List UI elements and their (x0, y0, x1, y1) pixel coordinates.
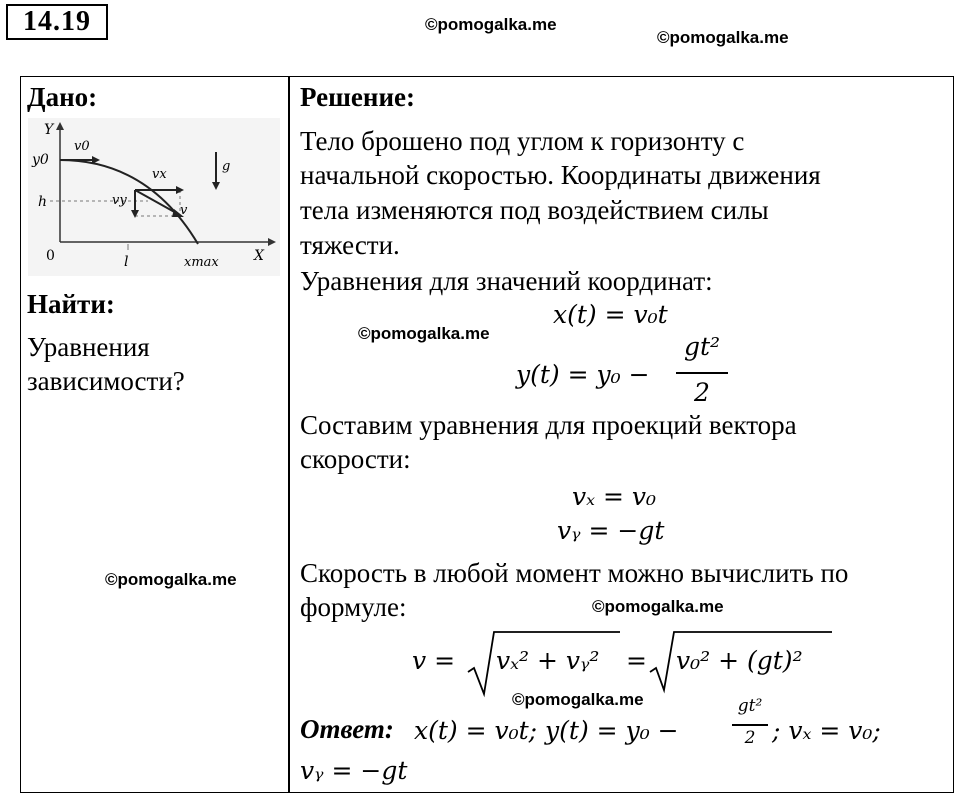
answer-label: Ответ: (300, 714, 394, 744)
solution-text: Тело брошено под углом к горизонту с (300, 126, 745, 156)
g-label: g (222, 159, 231, 174)
find-line: Уравнения (27, 332, 150, 362)
problem-number: 14.19 (6, 4, 108, 40)
v-label: v (180, 203, 188, 218)
watermark: ©pomogalka.me (512, 690, 644, 709)
fraction-bar (676, 372, 728, 374)
solution-text: Уравнения для значений координат: (300, 266, 713, 296)
watermark: ©pomogalka.me (358, 324, 490, 343)
trajectory-figure (28, 118, 280, 276)
solution-text: формуле: (300, 592, 407, 622)
equation-v-left: v = (412, 646, 456, 675)
y-axis-label: Y (44, 122, 54, 138)
x-axis-label: X (254, 248, 264, 264)
solution-heading: Решение: (300, 82, 415, 112)
solution-text: Скорость в любой момент можно вычислить по (300, 558, 849, 588)
solution-text: Составим уравнения для проекций вектора (300, 410, 797, 440)
equation-v-eq: = (626, 646, 647, 675)
equation-vx: vₓ = v₀ (572, 482, 656, 511)
fraction-denominator: 2 (694, 378, 710, 407)
watermark: ©pomogalka.me (657, 28, 789, 47)
watermark: ©pomogalka.me (105, 570, 237, 589)
y0-label: y0 (32, 152, 49, 168)
origin-label: 0 (46, 248, 55, 264)
equation-y: y(t) = y₀ − (516, 360, 650, 389)
vy-label: vy (112, 193, 127, 208)
watermark: ©pomogalka.me (425, 15, 557, 34)
h-label: h (38, 194, 48, 210)
equation-x: x(t) = v₀t (553, 300, 668, 329)
answer-fraction-bar (732, 724, 768, 726)
solution-text: начальной скоростью. Координаты движения (300, 160, 821, 190)
watermark: ©pomogalka.me (592, 597, 724, 616)
l-label: l (124, 254, 129, 270)
xmax-label: xmax (184, 255, 219, 270)
solution-text: тяжести. (300, 230, 400, 260)
vx-label: vx (152, 167, 167, 182)
radicand-2: v₀² + (gt)² (676, 646, 803, 675)
equation-vy: vᵧ = −gt (557, 516, 665, 545)
fraction-numerator: gt² (683, 332, 721, 361)
column-divider (288, 76, 290, 793)
answer-text: ; vₓ = v₀; (772, 716, 881, 745)
answer-fraction-denominator: 2 (744, 728, 756, 748)
find-heading: Найти: (27, 289, 115, 319)
v0-label: v0 (74, 139, 90, 154)
find-line: зависимости? (27, 366, 185, 396)
solution-text: тела изменяются под воздействием силы (300, 195, 769, 225)
answer-text: vᵧ = −gt (300, 756, 408, 785)
answer-fraction-numerator: gt² (737, 696, 763, 716)
radicand-1: vₓ² + vᵧ² (496, 646, 600, 675)
answer-text: x(t) = v₀t; y(t) = y₀ − (414, 716, 679, 745)
given-heading: Дано: (27, 82, 98, 112)
solution-text: скорости: (300, 444, 411, 474)
